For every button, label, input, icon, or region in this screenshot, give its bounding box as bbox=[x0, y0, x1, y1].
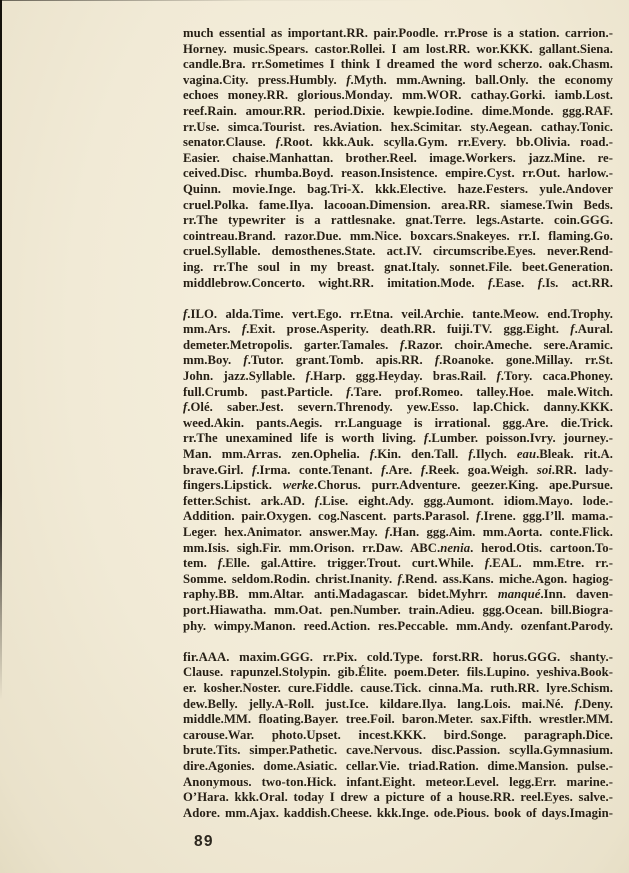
text-line: cruel.Polka. fame.Ilya. lacooan.Dimension. area.RR. siamese.Twin Beds. bbox=[183, 197, 613, 212]
text-line: Easier. chaise.Manhattan. brother.Reel. image.Workers. jazz.Mine. re- bbox=[183, 150, 613, 165]
text-line: Clause. rapunzel.Stolypin. gib.Élite. poem.Deter. fils.Lupino. yeshiva.Book- bbox=[183, 665, 613, 680]
text-line: Leger. hex.Animator. answer.May. f.Han. ggg.Aim. mm.Aorta. conte.Flick. bbox=[183, 525, 614, 539]
scan-left-edge bbox=[0, 0, 2, 700]
text-line: Man. mm.Arras. zen.Ophelia. f.Kin. den.Tall. f.Ilych. eau.Bleak. rit.A. bbox=[183, 447, 613, 462]
italic-word: f bbox=[468, 447, 473, 462]
text-line: cointreau.Brand. razor.Due. mm.Nice. boxcars.Snakeyes. rr.I. flaming.Go. bbox=[183, 228, 613, 243]
italic-word: f bbox=[217, 556, 223, 571]
italic-word: f bbox=[243, 353, 248, 368]
italic-word: f bbox=[570, 322, 575, 337]
text-line: fir.AAA. maxim.GGG. rr.Pix. cold.Type. forst.RR. horus.GGG. shanty.- bbox=[183, 649, 613, 664]
italic-word: f bbox=[252, 462, 257, 477]
italic-word: f bbox=[346, 72, 351, 87]
text-line: Adore. mm.Ajax. kaddish.Cheese. kkk.Inge. ode.Pious. book of days.Imagin- bbox=[183, 805, 613, 820]
text-line: mm.Boy. f.Tutor. grant.Tomb. apis.RR. f.Roanoke. gone.Millay. rr.St. bbox=[183, 353, 613, 368]
text-line: brave.Girl. f.Irma. conte.Tenant. f.Are. f.Reek. goa.Weigh. soi.RR. lady- bbox=[183, 462, 614, 477]
text-line: fetter.Schist. ark.AD. f.Lise. eight.Ady. ggg.Aumont. idiom.Mayo. lode.- bbox=[183, 493, 613, 508]
italic-word: eau bbox=[516, 447, 537, 462]
text-line: reef.Rain. amour.RR. period.Dixie. kewpie.Iodine. dime.Monde. ggg.RAF. bbox=[183, 103, 613, 118]
text-line: middlebrow.Concerto. wight.RR. imitation.Mode. f.Ease. f.Is. act.RR. bbox=[183, 275, 614, 290]
italic-word: f bbox=[385, 525, 390, 539]
italic-word: werke bbox=[282, 478, 314, 493]
text-line: phy. wimpy.Manon. reed.Action. res.Peccable. mm.Andy. ozenfant.Parody. bbox=[183, 618, 613, 633]
text-line: full.Crumb. past.Particle. f.Tare. prof.Romeo. talley.Hoe. male.Witch. bbox=[183, 384, 613, 399]
text-line: much essential as important.RR. pair.Poodle. rr.Prose is a station. carrion.- bbox=[183, 26, 613, 40]
text-line: dire.Agonies. dome.Asiatic. cellar.Vie. triad.Ration. dime.Mansion. pulse.- bbox=[183, 758, 613, 773]
text-line: demeter.Metropolis. garter.Tamales. f.Razor. choir.Ameche. sere.Aramic. bbox=[183, 337, 613, 352]
italic-word: nenia bbox=[440, 540, 471, 555]
text-line: raphy.BB. mm.Altar. anti.Madagascar. bidet.Myhrr. manqué.Inn. daven- bbox=[183, 587, 613, 602]
text-line: senator.Clause. f.Root. kkk.Auk. scylla.Gym. rr.Every. bb.Olivia. road.- bbox=[183, 135, 613, 150]
text-line: brute.Tits. simper.Pathetic. cave.Nervous. disc.Passion. scylla.Gymnasium. bbox=[183, 743, 613, 758]
text-line: O’Hara. kkk.Oral. today I drew a picture of a house.RR. reel.Eyes. salve.- bbox=[183, 790, 613, 805]
italic-word: f bbox=[369, 447, 375, 462]
text-line: f.Olé. saber.Jest. severn.Threnody. yew.Esso. lap.Chick. danny.KKK. bbox=[183, 400, 613, 415]
text-line: mm.Ars. f.Exit. prose.Asperity. death.RR. fuiji.TV. ggg.Eight. f.Aural. bbox=[183, 322, 613, 337]
text-line: Anonymous. two-ton.Hick. infant.Eight. meteor.Level. legg.Err. marine.- bbox=[183, 774, 613, 789]
italic-word: f bbox=[183, 306, 188, 321]
paragraph-3 bbox=[183, 650, 613, 822]
italic-word: f bbox=[305, 369, 310, 384]
italic-word: f bbox=[346, 384, 351, 399]
paragraph-1 bbox=[183, 26, 613, 291]
text-line: candle.Bra. rr.Sometimes I think I dreamed the word scherzo. oak.Chasm. bbox=[183, 57, 613, 72]
text-line: Horney. music.Spears. castor.Rollei. I am lost.RR. wor.KKK. gallant.Siena. bbox=[183, 41, 613, 56]
italic-word: f bbox=[488, 275, 493, 290]
text-line: echoes money.RR. glorious.Monday. mm.WOR. cathay.Gorki. iamb.Lost. bbox=[183, 88, 613, 103]
text-line: middle.MM. floating.Bayer. tree.Foil. baron.Meter. sax.Fifth. wrestler.MM. bbox=[183, 712, 613, 727]
text-line: fingers.Lipstick. werke.Chorus. purr.Adventure. geezer.King. ape.Pursue. bbox=[183, 478, 614, 493]
paragraph-2 bbox=[183, 307, 613, 634]
text-line: mm.Isis. sigh.Fir. mm.Orison. rr.Daw. ABC.nenia. herod.Otis. cartoon.To- bbox=[183, 540, 613, 555]
page-text bbox=[183, 26, 613, 837]
text-line: Addition. pair.Oxygen. cog.Nascent. parts.Parasol. f.Irene. ggg.I’ll. mama.- bbox=[183, 509, 613, 524]
text-line: ing. rr.The soul in my breast. gnat.Italy. sonnet.File. beet.Generation. bbox=[183, 259, 613, 274]
text-line: dew.Belly. jelly.A-Roll. just.Ice. kildare.Ilya. lang.Lois. mai.Né. f.Deny. bbox=[183, 696, 613, 711]
text-line: vagina.City. press.Humbly. f.Myth. mm.Awning. ball.Only. the economy bbox=[183, 72, 614, 87]
italic-word: f bbox=[496, 369, 501, 384]
text-line: John. jazz.Syllable. f.Harp. ggg.Heyday. bras.Rail. f.Tory. caca.Phoney. bbox=[183, 369, 614, 384]
italic-word: f bbox=[397, 571, 402, 586]
italic-word: f bbox=[275, 135, 280, 150]
page-number: 89 bbox=[194, 833, 214, 850]
text-line: carouse.War. photo.Upset. incest.KKK. bird.Songe. paragraph.Dice. bbox=[183, 727, 613, 742]
italic-word: f bbox=[314, 493, 320, 508]
italic-word: manqué bbox=[497, 587, 541, 602]
text-line: port.Hiawatha. mm.Oat. pen.Number. train.Adieu. ggg.Ocean. bill.Biogra- bbox=[183, 602, 613, 617]
italic-word: f bbox=[423, 431, 429, 446]
italic-word: f bbox=[183, 400, 188, 415]
italic-word: f bbox=[420, 462, 426, 477]
italic-word: f bbox=[241, 322, 247, 337]
text-line: Somme. seldom.Rodin. christ.Inanity. f.Rend. ass.Kans. miche.Agon. hagiog- bbox=[183, 571, 613, 586]
text-line: rr.The unexamined life is worth living. f.Lumber. poisson.Ivry. journey.- bbox=[183, 431, 613, 446]
text-line: rr.The typewriter is a rattlesnake. gnat.Terre. legs.Astarte. coin.GGG. bbox=[183, 213, 613, 228]
text-line: tem. f.Elle. gal.Attire. trigger.Trout. curt.While. f.EAL. mm.Etre. rr.- bbox=[183, 556, 613, 571]
text-line: cruel.Syllable. demosthenes.State. act.IV. circumscribe.Eyes. never.Rend- bbox=[183, 244, 613, 259]
italic-word: f bbox=[434, 353, 440, 368]
text-line: weed.Akin. pants.Aegis. rr.Language is irrational. ggg.Are. die.Trick. bbox=[183, 415, 613, 430]
text-line: f.ILO. alda.Time. vert.Ego. rr.Etna. veil.Archie. tante.Meow. end.Trophy. bbox=[183, 306, 613, 321]
italic-word: f bbox=[574, 696, 579, 711]
italic-word: f bbox=[381, 462, 386, 477]
italic-word: f bbox=[399, 337, 405, 352]
text-line: rr.Use. simca.Tourist. res.Aviation. hex.Scimitar. sty.Aegean. cathay.Tonic. bbox=[183, 119, 613, 134]
italic-word: f bbox=[537, 275, 542, 290]
italic-word: soi bbox=[536, 462, 552, 477]
italic-word: f bbox=[476, 509, 481, 524]
text-line: er. kosher.Noster. cure.Fiddle. cause.Tick. cinna.Ma. ruth.RR. lyre.Schism. bbox=[183, 680, 613, 695]
text-line: ceived.Disc. rhumba.Boyd. reason.Insistence. empire.Cyst. rr.Out. harlow.- bbox=[183, 166, 613, 181]
scan-top-edge bbox=[0, 0, 629, 1]
text-line: Quinn. movie.Inge. bag.Tri-X. kkk.Elective. haze.Festers. yule.Andover bbox=[183, 181, 613, 196]
italic-word: f bbox=[484, 556, 490, 571]
